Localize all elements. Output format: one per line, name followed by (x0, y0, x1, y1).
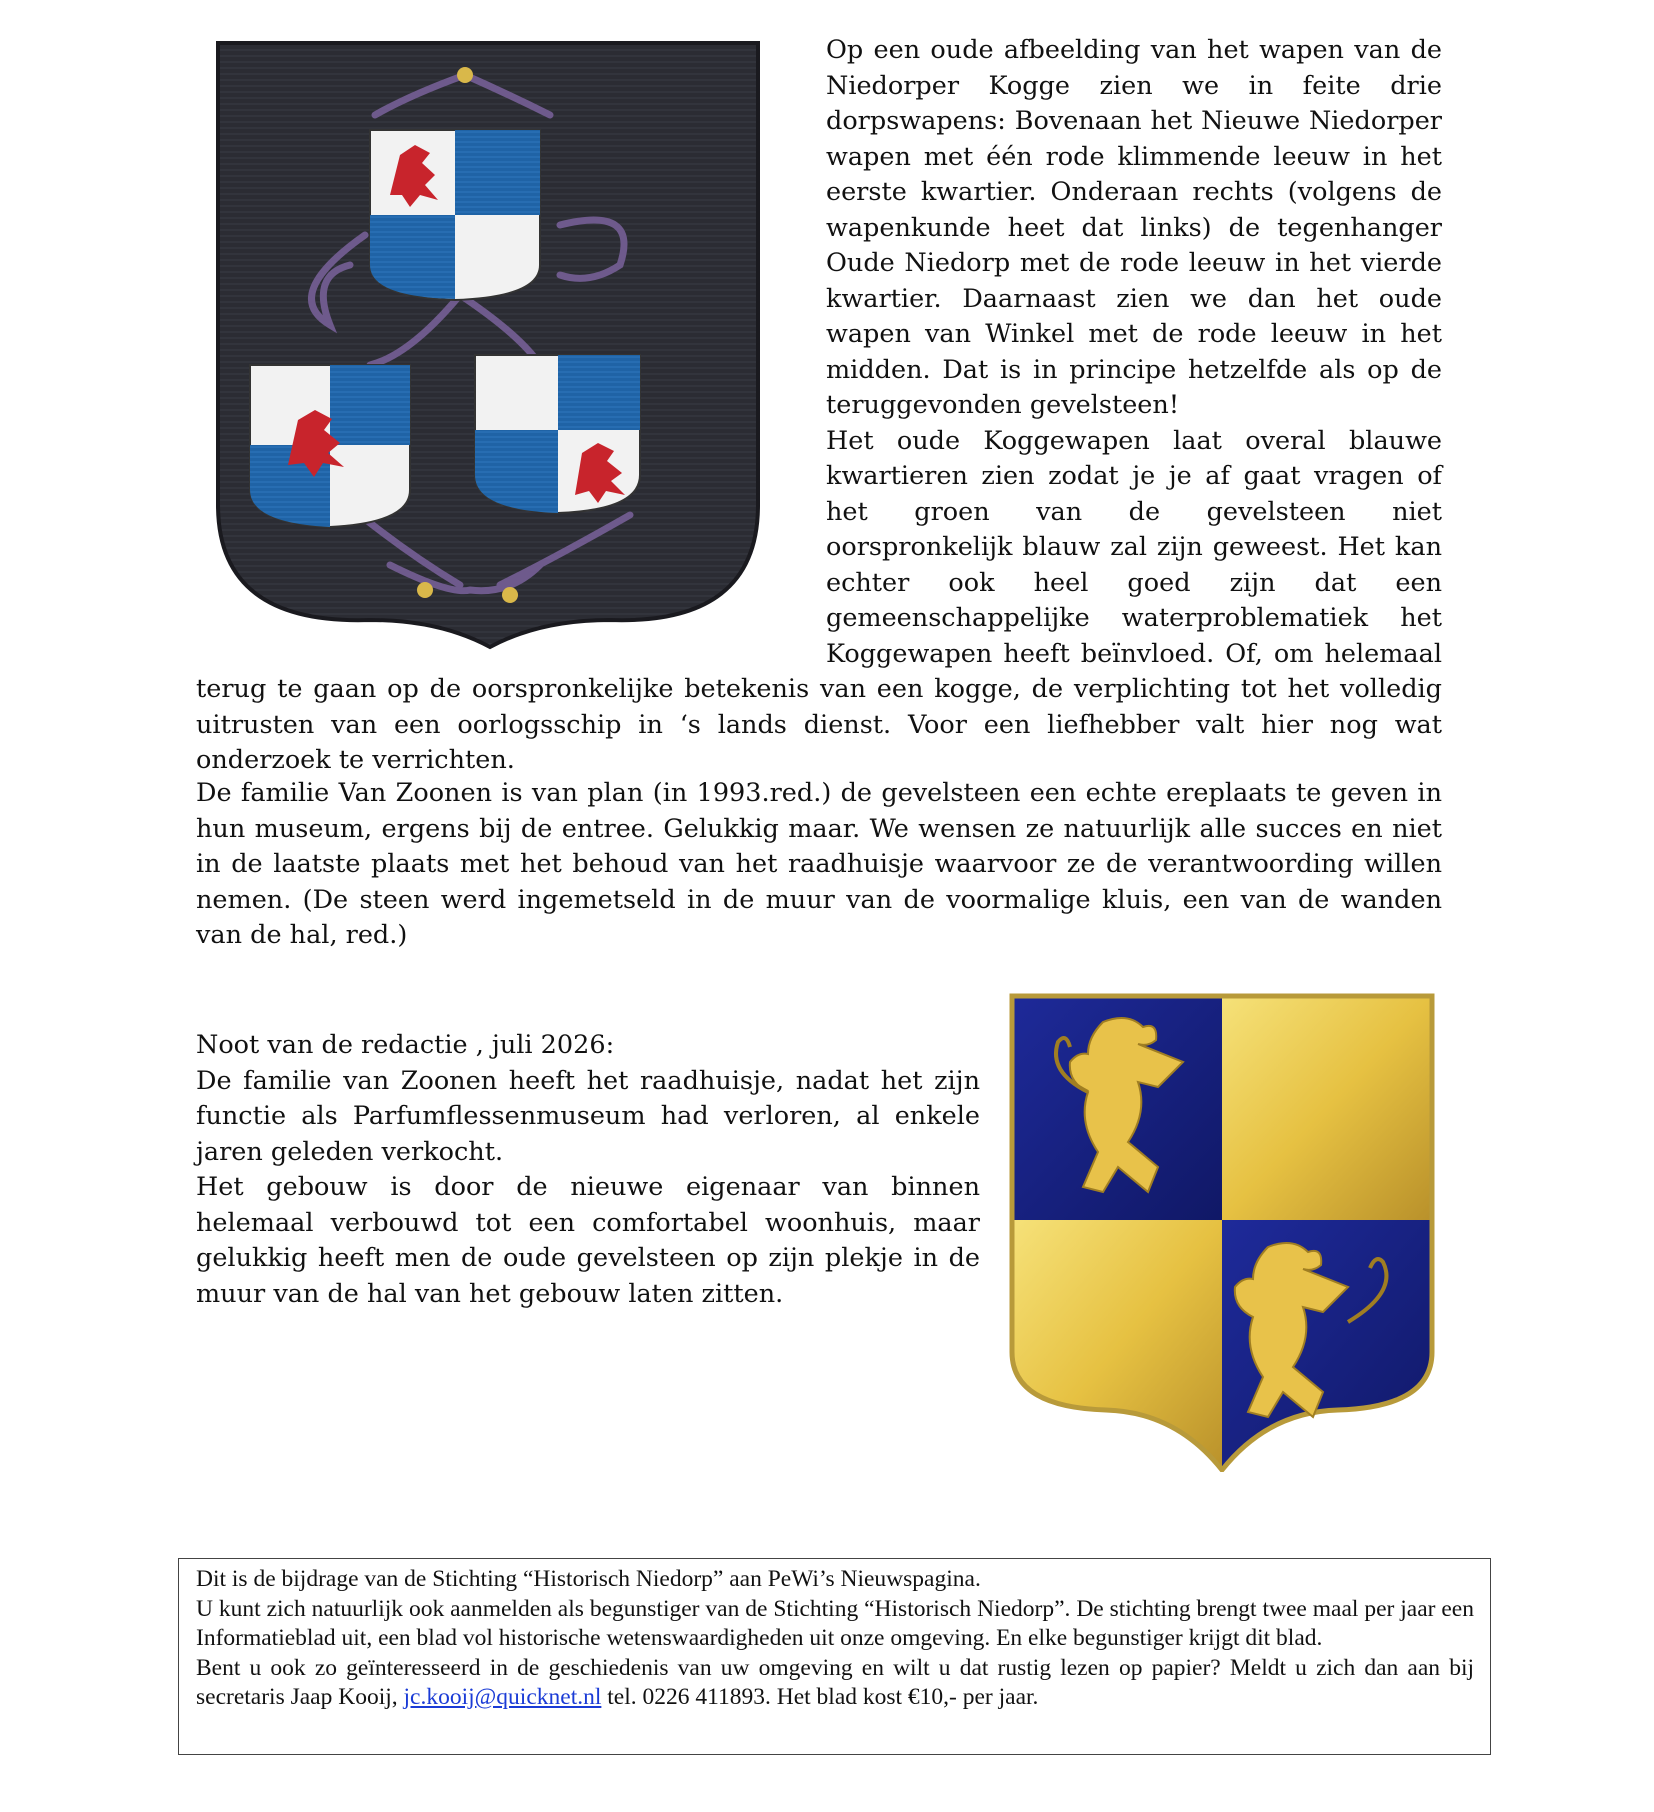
article-paragraph-2: Het oude Koggewapen laat overal blauwe kwartieren zien zodat je je af gaat vragen of het groen van de gevelsteen niet oorspronkelijk blauw zal zijn geweest. Het kan echter ook heel goed zijn dat een gemeenschappelijke waterproblematiek het Koggewapen heeft beïnvloed. Of, om helemaal terug te gaan op de oorspronkelijke betekenis van een kogge, de verplichting tot het volledig uitrusten van een oorlogsschip in ‘s lands dienst. Voor een liefhebber valt hier nog wat onderzoek te verrichten. (196, 425, 1442, 775)
footer-box (178, 1558, 1491, 1755)
editorial-note (196, 1028, 980, 1312)
article-paragraphs-1-2 (196, 33, 1442, 779)
image-wrap-space (196, 33, 826, 653)
note-paragraph-1: De familie van Zoonen heeft het raadhuisje, nadat het zijn functie als Parfumflessenmuseum had verloren, al enkele jaren geleden verkocht. (196, 1065, 980, 1167)
quartered-lion-coat-of-arms (1008, 992, 1436, 1472)
footer-text-before-email: Bent u ook zo geïnteresseerd in de geschiedenis van uw omgeving en wilt u dat rustig lezen op papier? Meldt u zich dan aan bij secretaris Jaap Kooij, (196, 1654, 1474, 1710)
footer-line-1: Dit is de bijdrage van de Stichting “Historisch Niedorp” aan PeWi’s Nieuwspagina. (196, 1566, 981, 1592)
footer-paragraph-2: U kunt zich natuurlijk ook aanmelden als begunstiger van de Stichting “Historisch Niedorp”. De stichting brengt twee maal per jaar een Informatieblad uit, een blad vol historische wetenswaardigheden uit onze omgeving. En elke begunstiger krijgt dit blad. (196, 1595, 1474, 1651)
article-paragraph-3: De familie Van Zoonen is van plan (in 1993.red.) de gevelsteen een echte ereplaats te geven in hun museum, ergens bij de entree. Gelukkig maar. We wensen ze natuurlijk alle succes en niet in de laatste plaats met het behoud van het raadhuisje waarvoor ze de verantwoording willen nemen. (De steen werd ingemetseld in de muur van de voormalige kluis, een van de wanden van de hal, red.) (196, 778, 1442, 950)
email-link[interactable]: jc.kooij@quicknet.nl (403, 1684, 602, 1710)
footer-text-after-email: tel. 0226 411893. Het blad kost €10,- per jaar. (601, 1684, 1039, 1710)
footer-paragraph-3 (196, 1654, 1474, 1713)
note-paragraph-2: Het gebouw is door de nieuwe eigenaar van binnen helemaal verbouwd tot een comfortabel woonhuis, maar gelukkig heeft men de oude gevelsteen op zijn plekje in de muur van de hal van het gebouw laten zitten. (196, 1172, 980, 1309)
note-heading: Noot van de redactie , juli 2026: (196, 1030, 615, 1060)
article-paragraph-1: Op een oude afbeelding van het wapen van de Niedorper Kogge zien we in feite drie dorpswapens: Bovenaan het Nieuwe Niedorper wapen met één rode klimmende leeuw in het eerste kwartier. Onderaan rechts (volgens de wapenkunde heet dat links) de tegenhanger Oude Niedorp met de rode leeuw in het vierde kwartier. Daarnaast zien we dan het oude wapen van Winkel met de rode leeuw in het midden. Dat is in principe hetzelfde als op de teruggevonden gevelsteen! (826, 35, 1442, 420)
